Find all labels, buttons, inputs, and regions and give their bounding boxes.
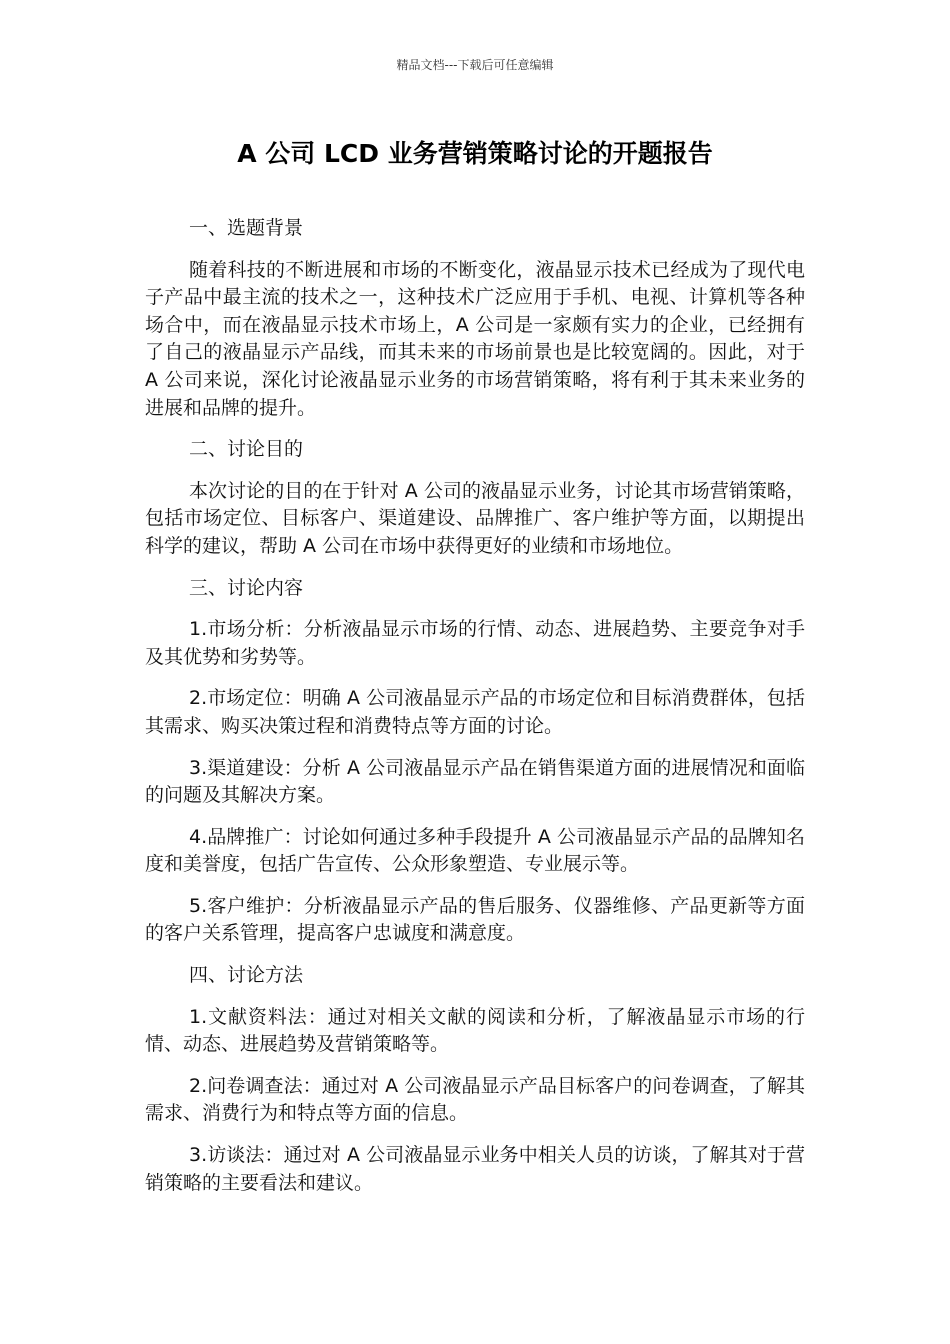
section-content <box>145 575 805 949</box>
list-item-paragraph: 5.客户维护：分析液晶显示产品的售后服务、仪器维修、产品更新等方面的客户关系管理，提高客户忠诚度和满意度。 <box>145 894 805 945</box>
body-paragraph: 随着科技的不断进展和市场的不断变化，液晶显示技术已经成为了现代电子产品中最主流的技术之一，这种技术广泛应用于手机、电视、计算机等各种场合中，而在液晶显示技术市场上，A 公司是一家颇有实力的企业，已经拥有了自己的液晶显示产品线，而其未来的市场前景也是比较宽阔的。因此，对于 A 公司来说，深化讨论液晶显示业务的市场营销策略，将有利于其未来业务的进展和品牌的提升。 <box>145 258 805 419</box>
list-item-paragraph: 1.市场分析：分析液晶显示市场的行情、动态、进展趋势、主要竞争对手及其优势和劣势等。 <box>145 618 805 668</box>
list-item-paragraph: 1.文献资料法：通过对相关文献的阅读和分析，了解液晶显示市场的行情、动态、进展趋势及营销策略等。 <box>145 1005 805 1056</box>
body-paragraph: 本次讨论的目的在于针对 A 公司的液晶显示业务，讨论其市场营销策略，包括市场定位、目标客户、渠道建设、品牌推广、客户维护等方面，以期提出科学的建议，帮助 A 公司在市场中获得更好的业绩和市场地位。 <box>145 479 805 557</box>
section-heading: 四、讨论方法 <box>189 964 304 987</box>
document-title: A 公司 LCD 业务营销策略讨论的开题报告 <box>237 139 713 168</box>
list-item-paragraph: 4.品牌推广：讨论如何通过多种手段提升 A 公司液晶显示产品的品牌知名度和美誉度，包括广告宣传、公众形象塑造、专业展示等。 <box>145 825 805 876</box>
section-purpose <box>145 436 805 560</box>
section-heading: 三、讨论内容 <box>189 576 304 599</box>
list-item-paragraph: 3.访谈法：通过对 A 公司液晶显示业务中相关人员的访谈，了解其对于营销策略的主要看法和建议。 <box>145 1144 805 1194</box>
document-body <box>145 215 805 1211</box>
section-heading: 一、选题背景 <box>189 217 304 239</box>
list-item-paragraph: 2.市场定位：明确 A 公司液晶显示产品的市场定位和目标消费群体，包括其需求、购买决策过程和消费特点等方面的讨论。 <box>145 687 805 737</box>
section-background <box>145 215 805 422</box>
section-methods <box>145 962 805 1197</box>
section-heading: 二、讨论目的 <box>189 438 304 461</box>
list-item-paragraph: 3.渠道建设：分析 A 公司液晶显示产品在销售渠道方面的进展情况和面临的问题及其解决方案。 <box>145 756 805 807</box>
page-header: 精品文档---下载后可任意编辑 <box>396 58 554 72</box>
list-item-paragraph: 2.问卷调查法：通过对 A 公司液晶显示产品目标客户的问卷调查，了解其需求、消费行为和特点等方面的信息。 <box>145 1074 805 1125</box>
